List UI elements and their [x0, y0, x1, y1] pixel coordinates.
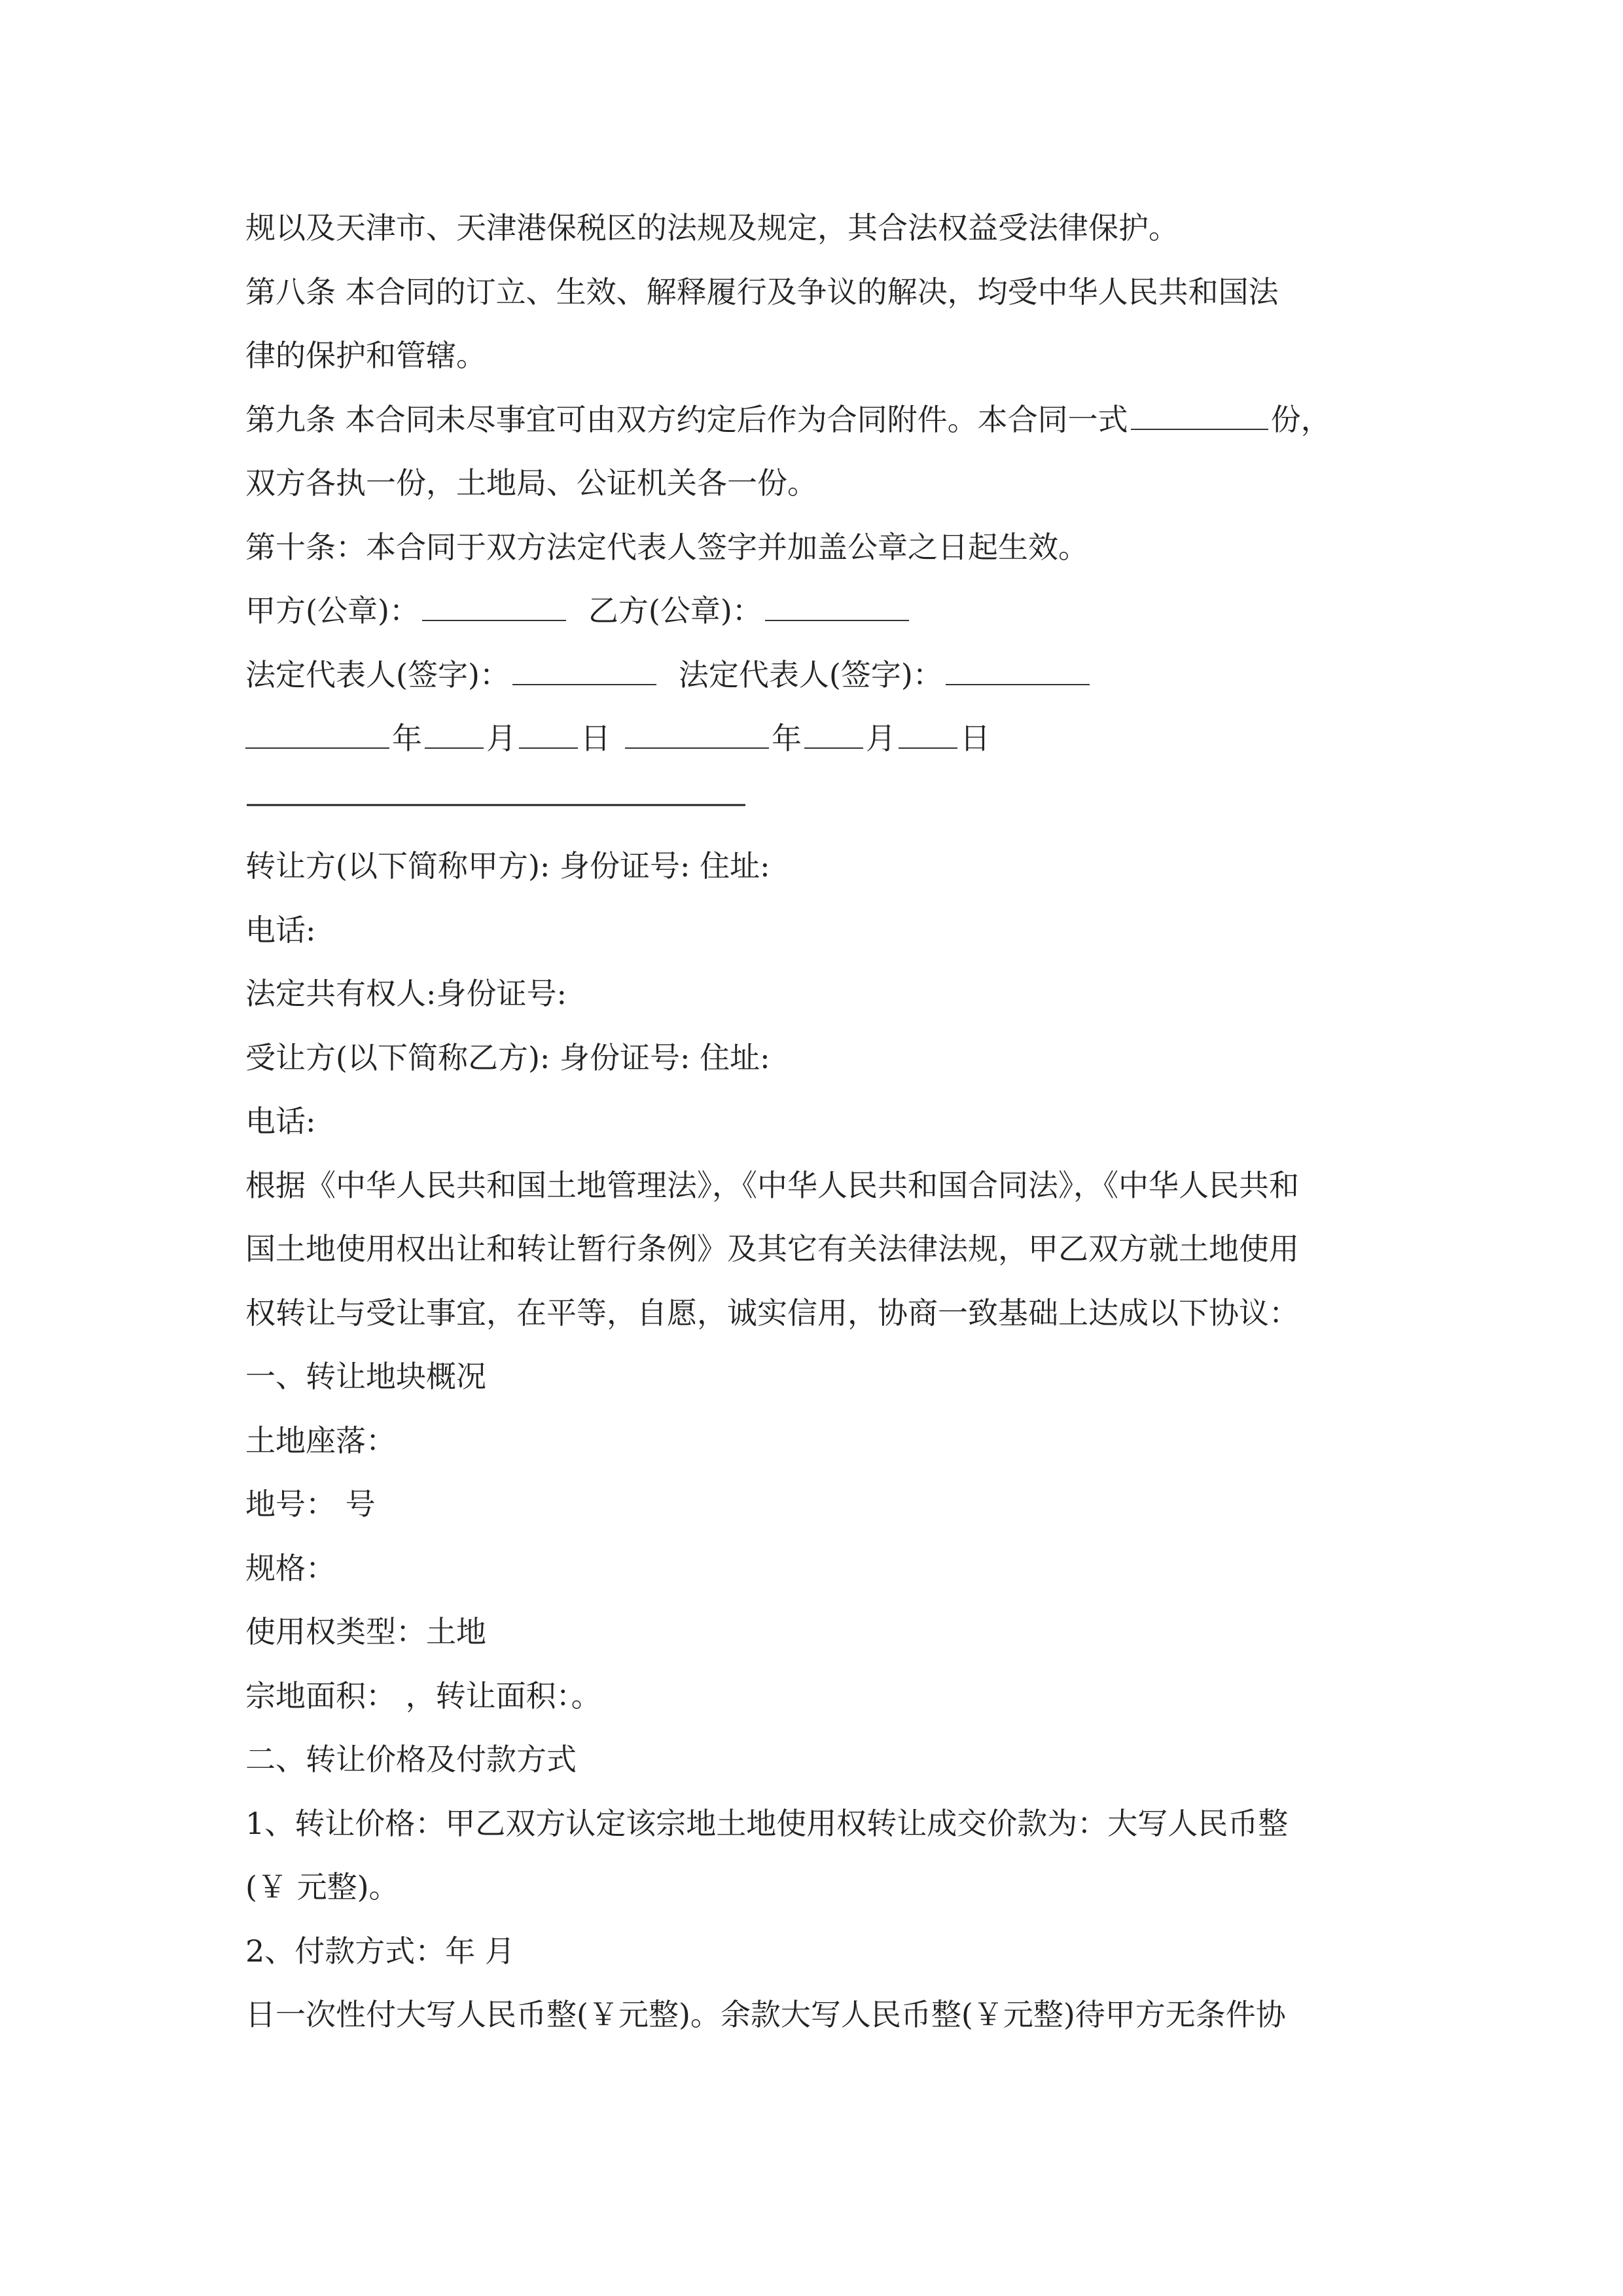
text-line: 双方各执一份，土地局、公证机关各一份。 — [245, 465, 817, 501]
price-amount-line: (￥ 元整)。 — [245, 1869, 399, 1905]
usage-type-line: 使用权类型：土地 — [245, 1614, 486, 1649]
party-a-day-blank — [519, 721, 578, 749]
party-b-rep-label: 法定代表人(签字)： — [678, 656, 943, 692]
land-location-line: 土地座落： — [245, 1422, 396, 1458]
party-a-month-blank — [425, 721, 484, 749]
copies-count-blank — [1131, 403, 1268, 430]
party-a-rep-blank — [512, 658, 656, 685]
text-line: 根据《中华人民共和国土地管理法》，《中华人民共和国合同法》，《中华人民共和 — [245, 1167, 1299, 1203]
text-line: 律的保护和管辖。 — [245, 338, 486, 373]
party-b-day-blank — [899, 721, 957, 749]
transferor-line: 转让方(以下简称甲方): 身份证号: 住址: — [245, 848, 770, 884]
party-b-rep-blank — [946, 658, 1090, 685]
text-line: 规以及天津市、天津港保税区的法规及规定，其合法权益受法律保护。 — [245, 210, 1179, 245]
transferee-line: 受让方(以下简称乙方): 身份证号: 住址: — [245, 1039, 770, 1075]
specification-line: 规格： — [245, 1550, 336, 1586]
year-label: 年 — [772, 721, 802, 756]
month-label: 月 — [866, 721, 896, 756]
payment-detail-line: 日一次性付大写人民币整(￥元整)。余款大写人民币整(￥元整)待甲方无条件协 — [245, 1997, 1286, 2032]
document-body — [245, 196, 1410, 2047]
section-heading-2: 二、转让价格及付款方式 — [245, 1742, 577, 1777]
party-b-month-blank — [804, 721, 863, 749]
article-8-line: 第八条 本合同的订立、生效、解释履行及争议的解决，均受中华人民共和国法 — [245, 274, 1279, 310]
article-9-line — [245, 388, 1410, 452]
seal-line — [245, 579, 1410, 643]
section-heading-1: 一、转让地块概况 — [245, 1359, 486, 1394]
article-10-line: 第十条：本合同于双方法定代表人签字并加盖公章之日起生效。 — [245, 529, 1088, 565]
day-label: 日 — [960, 721, 990, 756]
transferee-phone-line: 电话: — [245, 1103, 316, 1139]
party-b-year-blank — [625, 721, 769, 749]
party-b-seal-label: 乙方(公章)： — [588, 593, 762, 628]
party-a-seal-label: 甲方(公章)： — [245, 593, 419, 628]
price-line: 1、转让价格：甲乙双方认定该宗地土地使用权转让成交价款为：大写人民币整 — [245, 1805, 1289, 1841]
transferor-phone-line: 电话: — [245, 912, 316, 948]
area-line: 宗地面积： ，转让面积：。 — [245, 1677, 601, 1713]
year-label: 年 — [392, 721, 422, 756]
date-line — [245, 707, 1410, 771]
land-number-line: 地号： 号 — [245, 1486, 376, 1522]
party-a-rep-label: 法定代表人(签字)： — [245, 656, 510, 692]
signature-line — [245, 643, 1410, 708]
party-a-year-blank — [245, 721, 389, 749]
month-label: 月 — [486, 721, 516, 756]
separator-line: ——————————————————— — [245, 784, 743, 820]
day-label: 日 — [580, 721, 611, 756]
party-a-seal-blank — [422, 594, 566, 621]
article-9-text: 第九条 本合同未尽事宜可由双方约定后作为合同附件。本合同一式 — [245, 401, 1128, 437]
party-b-seal-blank — [765, 594, 909, 621]
payment-method-line: 2、付款方式：年 月 — [245, 1933, 515, 1969]
text-line: 权转让与受让事宜，在平等，自愿，诚实信用，协商一致基础上达成以下协议： — [245, 1295, 1299, 1331]
text-line: 国土地使用权出让和转让暂行条例》及其它有关法律法规，甲乙双方就土地使用 — [245, 1231, 1299, 1266]
co-owner-line: 法定共有权人:身份证号: — [245, 976, 567, 1011]
copies-suffix: 份， — [1270, 401, 1331, 437]
